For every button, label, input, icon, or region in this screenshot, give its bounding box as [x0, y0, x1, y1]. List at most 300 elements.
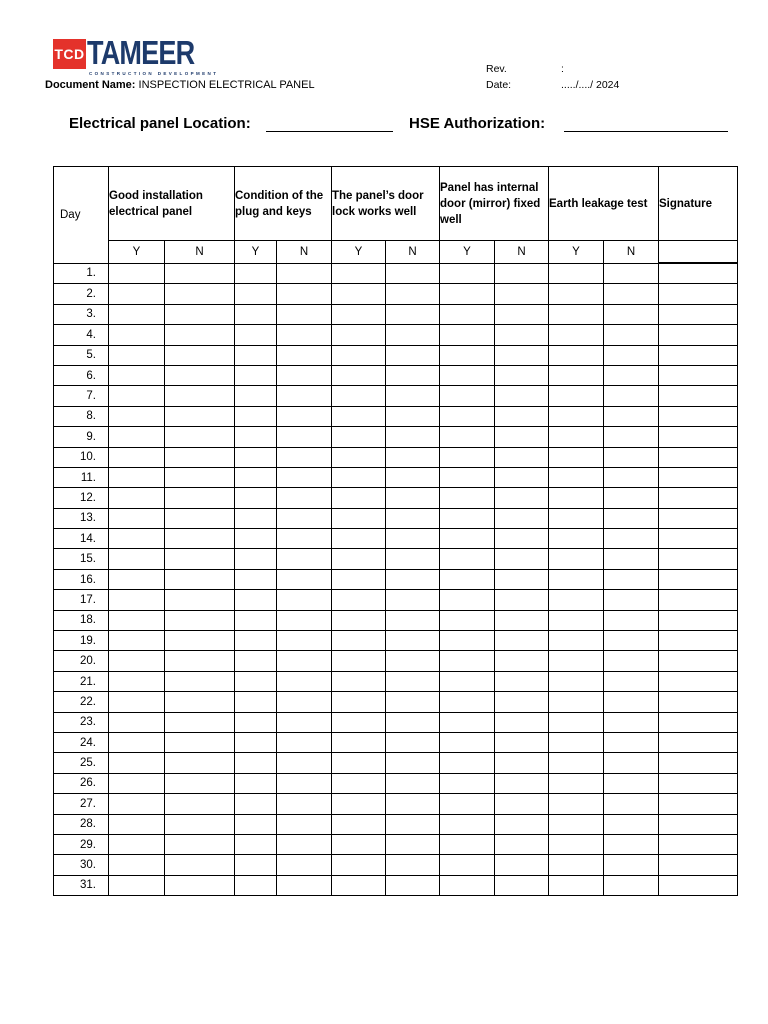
check-cell[interactable] [386, 875, 440, 895]
check-cell[interactable] [604, 814, 659, 834]
check-cell[interactable] [235, 447, 277, 467]
check-cell[interactable] [109, 875, 165, 895]
check-cell[interactable] [386, 631, 440, 651]
signature-cell[interactable] [659, 773, 738, 793]
check-cell[interactable] [604, 631, 659, 651]
check-cell[interactable] [109, 529, 165, 549]
check-cell[interactable] [235, 263, 277, 284]
check-cell[interactable] [109, 814, 165, 834]
check-cell[interactable] [495, 304, 549, 324]
check-cell[interactable] [235, 814, 277, 834]
check-cell[interactable] [386, 263, 440, 284]
check-cell[interactable] [277, 427, 332, 447]
check-cell[interactable] [440, 304, 495, 324]
check-cell[interactable] [235, 549, 277, 569]
check-cell[interactable] [109, 345, 165, 365]
check-cell[interactable] [604, 529, 659, 549]
check-cell[interactable] [386, 508, 440, 528]
check-cell[interactable] [440, 671, 495, 691]
check-cell[interactable] [277, 508, 332, 528]
check-cell[interactable] [549, 590, 604, 610]
signature-cell[interactable] [659, 834, 738, 854]
check-cell[interactable] [109, 855, 165, 875]
check-cell[interactable] [277, 834, 332, 854]
check-cell[interactable] [165, 590, 235, 610]
check-cell[interactable] [235, 529, 277, 549]
check-cell[interactable] [386, 325, 440, 345]
check-cell[interactable] [235, 488, 277, 508]
check-cell[interactable] [604, 651, 659, 671]
check-cell[interactable] [604, 406, 659, 426]
check-cell[interactable] [332, 549, 386, 569]
check-cell[interactable] [332, 263, 386, 284]
signature-cell[interactable] [659, 855, 738, 875]
check-cell[interactable] [495, 692, 549, 712]
check-cell[interactable] [604, 325, 659, 345]
check-cell[interactable] [235, 773, 277, 793]
check-cell[interactable] [277, 365, 332, 385]
check-cell[interactable] [235, 712, 277, 732]
check-cell[interactable] [277, 467, 332, 487]
check-cell[interactable] [165, 732, 235, 752]
check-cell[interactable] [277, 692, 332, 712]
check-cell[interactable] [332, 753, 386, 773]
signature-cell[interactable] [659, 569, 738, 589]
check-cell[interactable] [332, 610, 386, 630]
check-cell[interactable] [440, 406, 495, 426]
check-cell[interactable] [109, 732, 165, 752]
check-cell[interactable] [495, 651, 549, 671]
check-cell[interactable] [549, 814, 604, 834]
signature-cell[interactable] [659, 610, 738, 630]
signature-cell[interactable] [659, 263, 738, 284]
check-cell[interactable] [604, 467, 659, 487]
check-cell[interactable] [440, 814, 495, 834]
check-cell[interactable] [109, 692, 165, 712]
check-cell[interactable] [440, 773, 495, 793]
check-cell[interactable] [235, 365, 277, 385]
check-cell[interactable] [549, 263, 604, 284]
check-cell[interactable] [109, 325, 165, 345]
check-cell[interactable] [549, 773, 604, 793]
check-cell[interactable] [604, 427, 659, 447]
check-cell[interactable] [332, 508, 386, 528]
check-cell[interactable] [549, 855, 604, 875]
check-cell[interactable] [440, 569, 495, 589]
check-cell[interactable] [165, 814, 235, 834]
signature-cell[interactable] [659, 284, 738, 304]
signature-cell[interactable] [659, 345, 738, 365]
check-cell[interactable] [440, 386, 495, 406]
check-cell[interactable] [332, 406, 386, 426]
check-cell[interactable] [386, 590, 440, 610]
check-cell[interactable] [604, 732, 659, 752]
check-cell[interactable] [386, 651, 440, 671]
check-cell[interactable] [386, 671, 440, 691]
check-cell[interactable] [604, 753, 659, 773]
check-cell[interactable] [332, 794, 386, 814]
check-cell[interactable] [332, 427, 386, 447]
check-cell[interactable] [109, 794, 165, 814]
check-cell[interactable] [549, 508, 604, 528]
signature-cell[interactable] [659, 529, 738, 549]
check-cell[interactable] [549, 569, 604, 589]
check-cell[interactable] [386, 365, 440, 385]
signature-cell[interactable] [659, 427, 738, 447]
check-cell[interactable] [165, 529, 235, 549]
signature-cell[interactable] [659, 631, 738, 651]
check-cell[interactable] [109, 569, 165, 589]
signature-cell[interactable] [659, 753, 738, 773]
check-cell[interactable] [109, 610, 165, 630]
check-cell[interactable] [386, 855, 440, 875]
check-cell[interactable] [495, 610, 549, 630]
check-cell[interactable] [109, 263, 165, 284]
check-cell[interactable] [495, 753, 549, 773]
check-cell[interactable] [549, 631, 604, 651]
check-cell[interactable] [440, 488, 495, 508]
check-cell[interactable] [495, 488, 549, 508]
check-cell[interactable] [604, 610, 659, 630]
check-cell[interactable] [386, 732, 440, 752]
check-cell[interactable] [604, 773, 659, 793]
check-cell[interactable] [440, 365, 495, 385]
check-cell[interactable] [495, 427, 549, 447]
check-cell[interactable] [386, 794, 440, 814]
check-cell[interactable] [549, 447, 604, 467]
check-cell[interactable] [440, 467, 495, 487]
check-cell[interactable] [277, 610, 332, 630]
check-cell[interactable] [165, 304, 235, 324]
check-cell[interactable] [277, 406, 332, 426]
check-cell[interactable] [549, 834, 604, 854]
check-cell[interactable] [386, 549, 440, 569]
check-cell[interactable] [332, 304, 386, 324]
check-cell[interactable] [549, 365, 604, 385]
check-cell[interactable] [386, 834, 440, 854]
check-cell[interactable] [440, 712, 495, 732]
check-cell[interactable] [440, 631, 495, 651]
check-cell[interactable] [332, 386, 386, 406]
signature-cell[interactable] [659, 325, 738, 345]
check-cell[interactable] [165, 671, 235, 691]
check-cell[interactable] [235, 855, 277, 875]
check-cell[interactable] [604, 386, 659, 406]
check-cell[interactable] [235, 386, 277, 406]
check-cell[interactable] [604, 855, 659, 875]
check-cell[interactable] [332, 814, 386, 834]
check-cell[interactable] [549, 304, 604, 324]
check-cell[interactable] [386, 427, 440, 447]
check-cell[interactable] [549, 488, 604, 508]
check-cell[interactable] [549, 284, 604, 304]
check-cell[interactable] [386, 386, 440, 406]
signature-cell[interactable] [659, 304, 738, 324]
check-cell[interactable] [495, 447, 549, 467]
check-cell[interactable] [495, 773, 549, 793]
check-cell[interactable] [549, 345, 604, 365]
check-cell[interactable] [495, 671, 549, 691]
check-cell[interactable] [332, 875, 386, 895]
check-cell[interactable] [386, 488, 440, 508]
check-cell[interactable] [495, 794, 549, 814]
check-cell[interactable] [386, 345, 440, 365]
check-cell[interactable] [495, 284, 549, 304]
check-cell[interactable] [386, 467, 440, 487]
check-cell[interactable] [549, 610, 604, 630]
check-cell[interactable] [332, 855, 386, 875]
hse-field-line[interactable] [564, 117, 728, 132]
check-cell[interactable] [549, 427, 604, 447]
check-cell[interactable] [440, 590, 495, 610]
check-cell[interactable] [549, 712, 604, 732]
check-cell[interactable] [549, 692, 604, 712]
check-cell[interactable] [604, 712, 659, 732]
check-cell[interactable] [165, 447, 235, 467]
check-cell[interactable] [277, 712, 332, 732]
check-cell[interactable] [235, 590, 277, 610]
signature-cell[interactable] [659, 508, 738, 528]
signature-cell[interactable] [659, 447, 738, 467]
check-cell[interactable] [109, 671, 165, 691]
check-cell[interactable] [386, 447, 440, 467]
check-cell[interactable] [440, 447, 495, 467]
signature-cell[interactable] [659, 406, 738, 426]
check-cell[interactable] [277, 671, 332, 691]
signature-cell[interactable] [659, 794, 738, 814]
signature-cell[interactable] [659, 875, 738, 895]
check-cell[interactable] [495, 529, 549, 549]
check-cell[interactable] [165, 692, 235, 712]
check-cell[interactable] [440, 753, 495, 773]
check-cell[interactable] [495, 365, 549, 385]
check-cell[interactable] [549, 732, 604, 752]
check-cell[interactable] [440, 345, 495, 365]
check-cell[interactable] [165, 508, 235, 528]
check-cell[interactable] [440, 610, 495, 630]
check-cell[interactable] [495, 508, 549, 528]
check-cell[interactable] [277, 651, 332, 671]
check-cell[interactable] [165, 427, 235, 447]
check-cell[interactable] [109, 488, 165, 508]
check-cell[interactable] [604, 365, 659, 385]
check-cell[interactable] [235, 345, 277, 365]
check-cell[interactable] [386, 753, 440, 773]
check-cell[interactable] [235, 631, 277, 651]
check-cell[interactable] [495, 814, 549, 834]
check-cell[interactable] [495, 406, 549, 426]
check-cell[interactable] [440, 651, 495, 671]
check-cell[interactable] [165, 365, 235, 385]
check-cell[interactable] [235, 406, 277, 426]
check-cell[interactable] [165, 345, 235, 365]
check-cell[interactable] [165, 794, 235, 814]
check-cell[interactable] [604, 508, 659, 528]
signature-cell[interactable] [659, 467, 738, 487]
signature-cell[interactable] [659, 365, 738, 385]
check-cell[interactable] [109, 386, 165, 406]
check-cell[interactable] [440, 529, 495, 549]
check-cell[interactable] [235, 692, 277, 712]
check-cell[interactable] [332, 732, 386, 752]
signature-cell[interactable] [659, 488, 738, 508]
check-cell[interactable] [495, 875, 549, 895]
check-cell[interactable] [440, 875, 495, 895]
check-cell[interactable] [165, 569, 235, 589]
check-cell[interactable] [235, 427, 277, 447]
check-cell[interactable] [165, 488, 235, 508]
check-cell[interactable] [386, 692, 440, 712]
check-cell[interactable] [165, 651, 235, 671]
check-cell[interactable] [495, 631, 549, 651]
check-cell[interactable] [277, 304, 332, 324]
check-cell[interactable] [332, 834, 386, 854]
check-cell[interactable] [332, 529, 386, 549]
check-cell[interactable] [165, 386, 235, 406]
check-cell[interactable] [277, 855, 332, 875]
check-cell[interactable] [109, 467, 165, 487]
check-cell[interactable] [277, 569, 332, 589]
check-cell[interactable] [109, 447, 165, 467]
check-cell[interactable] [332, 692, 386, 712]
check-cell[interactable] [332, 569, 386, 589]
check-cell[interactable] [332, 488, 386, 508]
check-cell[interactable] [604, 304, 659, 324]
check-cell[interactable] [165, 712, 235, 732]
signature-cell[interactable] [659, 732, 738, 752]
check-cell[interactable] [332, 284, 386, 304]
check-cell[interactable] [549, 794, 604, 814]
check-cell[interactable] [440, 855, 495, 875]
check-cell[interactable] [165, 855, 235, 875]
check-cell[interactable] [549, 671, 604, 691]
signature-cell[interactable] [659, 386, 738, 406]
check-cell[interactable] [109, 590, 165, 610]
signature-cell[interactable] [659, 651, 738, 671]
check-cell[interactable] [277, 753, 332, 773]
check-cell[interactable] [277, 284, 332, 304]
check-cell[interactable] [165, 875, 235, 895]
check-cell[interactable] [109, 773, 165, 793]
check-cell[interactable] [277, 875, 332, 895]
check-cell[interactable] [235, 569, 277, 589]
check-cell[interactable] [549, 651, 604, 671]
check-cell[interactable] [165, 406, 235, 426]
check-cell[interactable] [440, 794, 495, 814]
check-cell[interactable] [549, 386, 604, 406]
signature-cell[interactable] [659, 590, 738, 610]
check-cell[interactable] [109, 834, 165, 854]
check-cell[interactable] [277, 590, 332, 610]
check-cell[interactable] [495, 590, 549, 610]
check-cell[interactable] [440, 263, 495, 284]
check-cell[interactable] [109, 406, 165, 426]
check-cell[interactable] [440, 834, 495, 854]
check-cell[interactable] [235, 610, 277, 630]
check-cell[interactable] [549, 406, 604, 426]
check-cell[interactable] [332, 365, 386, 385]
check-cell[interactable] [604, 345, 659, 365]
check-cell[interactable] [440, 549, 495, 569]
check-cell[interactable] [277, 814, 332, 834]
check-cell[interactable] [235, 875, 277, 895]
check-cell[interactable] [495, 467, 549, 487]
check-cell[interactable] [604, 590, 659, 610]
check-cell[interactable] [165, 284, 235, 304]
check-cell[interactable] [277, 345, 332, 365]
check-cell[interactable] [277, 447, 332, 467]
check-cell[interactable] [109, 427, 165, 447]
check-cell[interactable] [235, 794, 277, 814]
check-cell[interactable] [277, 794, 332, 814]
check-cell[interactable] [604, 263, 659, 284]
check-cell[interactable] [604, 875, 659, 895]
check-cell[interactable] [386, 610, 440, 630]
check-cell[interactable] [109, 508, 165, 528]
check-cell[interactable] [386, 712, 440, 732]
check-cell[interactable] [440, 732, 495, 752]
signature-cell[interactable] [659, 712, 738, 732]
check-cell[interactable] [109, 631, 165, 651]
check-cell[interactable] [604, 834, 659, 854]
check-cell[interactable] [440, 284, 495, 304]
check-cell[interactable] [277, 773, 332, 793]
check-cell[interactable] [235, 467, 277, 487]
signature-cell[interactable] [659, 671, 738, 691]
check-cell[interactable] [332, 447, 386, 467]
check-cell[interactable] [386, 814, 440, 834]
check-cell[interactable] [495, 834, 549, 854]
check-cell[interactable] [109, 304, 165, 324]
check-cell[interactable] [332, 773, 386, 793]
check-cell[interactable] [165, 549, 235, 569]
check-cell[interactable] [440, 692, 495, 712]
check-cell[interactable] [440, 508, 495, 528]
check-cell[interactable] [604, 284, 659, 304]
check-cell[interactable] [549, 467, 604, 487]
check-cell[interactable] [604, 671, 659, 691]
check-cell[interactable] [277, 631, 332, 651]
signature-cell[interactable] [659, 814, 738, 834]
check-cell[interactable] [386, 284, 440, 304]
check-cell[interactable] [495, 549, 549, 569]
check-cell[interactable] [235, 753, 277, 773]
check-cell[interactable] [549, 875, 604, 895]
check-cell[interactable] [386, 569, 440, 589]
signature-cell[interactable] [659, 692, 738, 712]
check-cell[interactable] [109, 549, 165, 569]
check-cell[interactable] [332, 651, 386, 671]
signature-cell[interactable] [659, 549, 738, 569]
check-cell[interactable] [604, 569, 659, 589]
check-cell[interactable] [109, 712, 165, 732]
check-cell[interactable] [109, 651, 165, 671]
check-cell[interactable] [277, 732, 332, 752]
check-cell[interactable] [277, 386, 332, 406]
check-cell[interactable] [277, 529, 332, 549]
check-cell[interactable] [495, 855, 549, 875]
check-cell[interactable] [495, 386, 549, 406]
check-cell[interactable] [165, 631, 235, 651]
check-cell[interactable] [277, 549, 332, 569]
check-cell[interactable] [386, 529, 440, 549]
check-cell[interactable] [332, 590, 386, 610]
check-cell[interactable] [277, 325, 332, 345]
check-cell[interactable] [235, 671, 277, 691]
check-cell[interactable] [235, 325, 277, 345]
check-cell[interactable] [235, 284, 277, 304]
check-cell[interactable] [495, 732, 549, 752]
